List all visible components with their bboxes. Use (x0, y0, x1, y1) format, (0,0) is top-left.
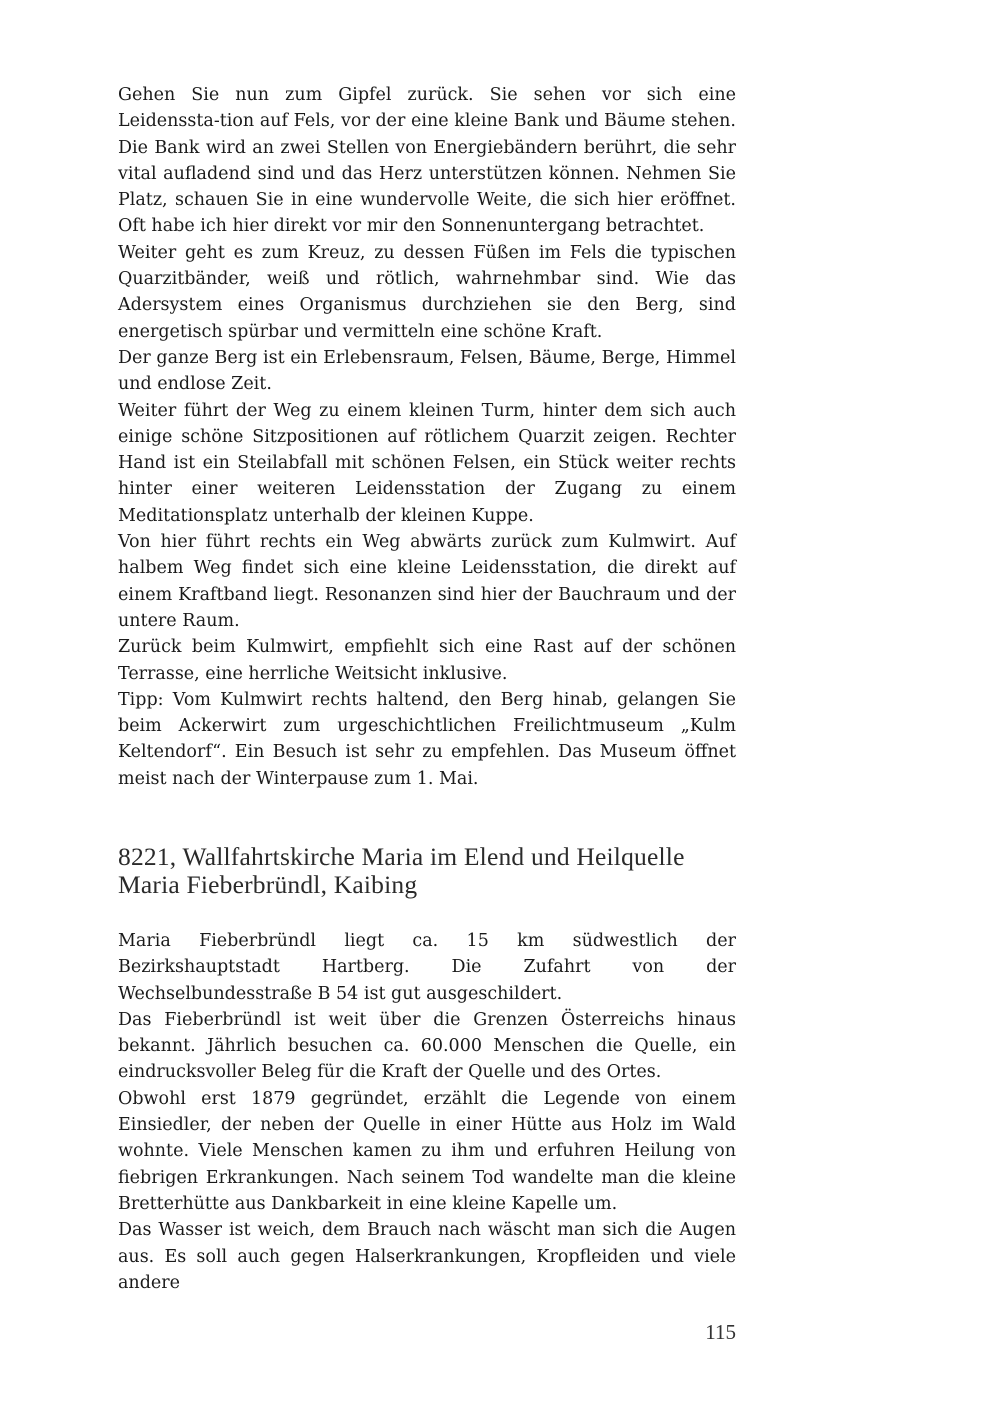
body-text-block-2 (118, 928, 736, 1296)
section-heading-line-1: 8221, Wallfahrtskirche Maria im Elend und Heilquelle (118, 842, 685, 871)
paragraph-small-tower: Weiter führt der Weg zu einem kleinen Turm, hinter dem sich auch einige schöne Sitzpositionen auf rötlichem Quarzit zeigen. Rechter Hand ist ein Steilabfall mit schönen Felsen, ein Stück weiter rechts hinter einer weiteren Leidensstation der Zugang zu einem Meditationsplatz unterhalb der kleinen Kuppe. (118, 400, 736, 526)
section-heading (118, 843, 758, 899)
paragraph-summit-bench: Gehen Sie nun zum Gipfel zurück. Sie sehen vor sich eine Leidenssta-tion auf Fels, vor der eine kleine Bank und Bäume stehen. Die Bank wird an zwei Stellen von Energiebändern berührt, die sehr vital aufladend sind und das Herz unterstützen können. Nehmen Sie Platz, schauen Sie in eine wundervolle Weite, die sich hier eröffnet. Oft habe ich hier direkt vor mir den Sonnenuntergang betrachtet. (118, 85, 736, 237)
page-number: 115 (705, 1320, 736, 1344)
paragraph-terrace-rest: Zurück beim Kulmwirt, empfiehlt sich eine Rast auf der schönen Terrasse, eine herrliche Weitsicht inklusive. (118, 637, 736, 684)
paragraph-location: Maria Fieberbründl liegt ca. 15 km südwestlich der Bezirkshauptstadt Hartberg. Die Zufahrt von der Wechselbundesstraße B 54 ist gut ausgeschildert. (118, 931, 736, 1004)
paragraph-mountain-experience: Der ganze Berg ist ein Erlebensraum, Felsen, Bäume, Berge, Himmel und endlose Zeit. (118, 347, 736, 395)
paragraph-water: Das Wasser ist weich, dem Brauch nach wäscht man sich die Augen aus. Es soll auch gegen Halserkrankungen, Kropfleiden und viele andere (118, 1220, 736, 1293)
section-heading-line-2: Maria Fieberbründl, Kaibing (118, 870, 418, 899)
paragraph-legend: Obwohl erst 1879 gegründet, erzählt die Legende von einem Einsiedler, der neben der Quelle in einer Hütte aus Holz im Wald wohnte. Viele Menschen kamen zu ihm und erfuhren Heilung von fiebrigen Erkrankungen. Nach seinem Tod wandelte man die kleine Bretterhütte aus Dankbarkeit in eine kleine Kapelle um. (118, 1088, 736, 1214)
paragraph-path-to-kulmwirt: Von hier führt rechts ein Weg abwärts zurück zum Kulmwirt. Auf halbem Weg findet sich eine kleine Leidensstation, die direkt auf einem Kraftband liegt. Resonanzen sind hier der Bauchraum und der untere Raum. (118, 532, 736, 631)
body-text-block-1 (118, 82, 736, 792)
paragraph-cross-quartzite: Weiter geht es zum Kreuz, zu dessen Füßen im Fels die typischen Quarzitbänder, weiß und rötlich, wahrnehmbar sind. Wie das Adersystem eines Organismus durchziehen sie den Berg, sind energetisch spürbar und vermitteln eine schöne Kraft. (118, 242, 736, 342)
paragraph-tip-museum: Tipp: Vom Kulmwirt rechts haltend, den Berg hinab, gelangen Sie beim Ackerwirt zum urgeschichtlichen Freilichtmuseum „Kulm Keltendorf“. Ein Besuch ist sehr zu empfehlen. Das Museum öffnet meist nach der Winterpause zum 1. Mai. (118, 689, 736, 789)
paragraph-visitors: Das Fieberbründl ist weit über die Grenzen Österreichs hinaus bekannt. Jährlich besuchen ca. 60.000 Menschen die Quelle, ein eindrucksvoller Beleg für die Kraft der Quelle und des Ortes. (118, 1009, 736, 1083)
